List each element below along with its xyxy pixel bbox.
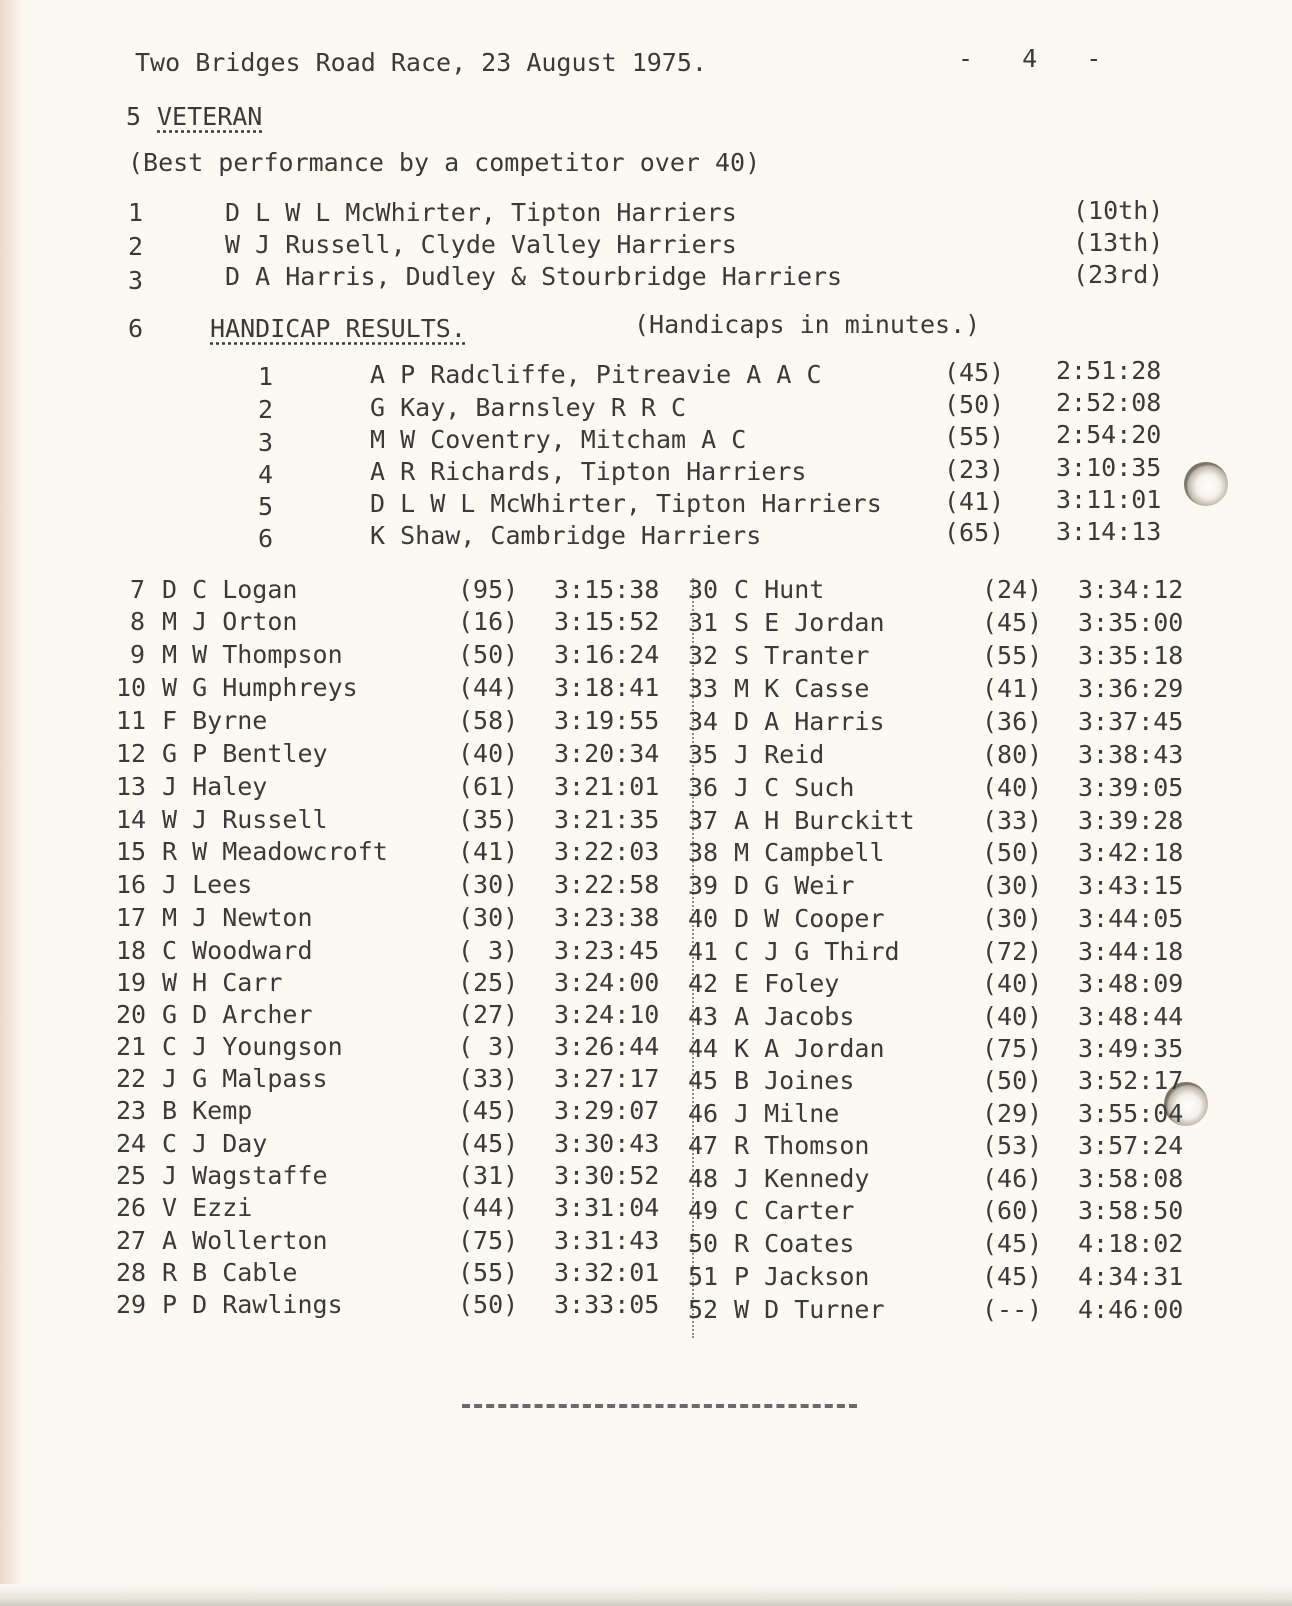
result-pos: 27 xyxy=(116,1226,147,1255)
result-time: 3:33:05 xyxy=(554,1290,660,1319)
result-name: A H Burckitt xyxy=(734,806,915,835)
result-handicap: (58) xyxy=(458,706,519,735)
result-handicap: (72) xyxy=(982,937,1043,966)
top-name: A P Radcliffe, Pitreavie A A C xyxy=(370,360,822,389)
result-name: W D Turner xyxy=(734,1295,885,1324)
result-pos: 17 xyxy=(116,903,147,932)
result-name: J Reid xyxy=(734,740,825,769)
top-name: M W Coventry, Mitcham A C xyxy=(370,425,747,454)
result-handicap: (41) xyxy=(982,674,1043,703)
result-pos: 32 xyxy=(688,641,719,670)
result-name: B Kemp xyxy=(162,1096,253,1125)
result-name: W H Carr xyxy=(162,968,283,997)
result-handicap: (--) xyxy=(982,1295,1043,1324)
result-handicap: (36) xyxy=(982,707,1043,736)
top-handicap: (23) xyxy=(944,455,1005,484)
result-handicap: (40) xyxy=(982,969,1043,998)
top-pos: 2 xyxy=(258,395,274,424)
handicap-heading: HANDICAP RESULTS. xyxy=(210,314,466,343)
veteran-place: (23rd) xyxy=(1073,260,1164,289)
result-name: E Foley xyxy=(734,969,840,998)
result-pos: 45 xyxy=(688,1066,719,1095)
result-name: A Wollerton xyxy=(162,1226,328,1255)
result-pos: 47 xyxy=(688,1131,719,1160)
result-name: M K Casse xyxy=(734,674,870,703)
result-time: 3:58:50 xyxy=(1078,1196,1184,1225)
result-name: W G Humphreys xyxy=(162,673,358,702)
result-pos: 51 xyxy=(688,1262,719,1291)
result-name: C Woodward xyxy=(162,936,313,965)
result-time: 4:18:02 xyxy=(1078,1229,1184,1258)
result-name: J C Such xyxy=(734,773,855,802)
result-time: 3:38:43 xyxy=(1078,740,1184,769)
result-time: 3:32:01 xyxy=(554,1258,660,1287)
top-name: K Shaw, Cambridge Harriers xyxy=(370,521,762,550)
result-time: 3:22:58 xyxy=(554,870,660,899)
result-pos: 9 xyxy=(130,640,146,669)
result-pos: 44 xyxy=(688,1034,719,1063)
veteran-subtitle: (Best performance by a competitor over 40) xyxy=(128,148,761,177)
result-name: R Coates xyxy=(734,1229,855,1258)
result-name: D A Harris xyxy=(734,707,885,736)
result-handicap: (50) xyxy=(458,640,519,669)
result-handicap: (33) xyxy=(982,806,1043,835)
result-time: 3:26:44 xyxy=(554,1032,660,1061)
result-name: S E Jordan xyxy=(734,608,885,637)
result-pos: 49 xyxy=(688,1196,719,1225)
result-pos: 21 xyxy=(116,1032,147,1061)
result-pos: 13 xyxy=(116,772,147,801)
result-pos: 12 xyxy=(116,739,147,768)
result-name: P D Rawlings xyxy=(162,1290,343,1319)
result-handicap: (61) xyxy=(458,772,519,801)
result-pos: 24 xyxy=(116,1129,147,1158)
result-name: W J Russell xyxy=(162,805,328,834)
result-pos: 52 xyxy=(688,1295,719,1324)
result-handicap: (27) xyxy=(458,1000,519,1029)
result-name: B Joines xyxy=(734,1066,855,1095)
result-time: 3:44:18 xyxy=(1078,937,1184,966)
result-name: C Carter xyxy=(734,1196,855,1225)
result-time: 3:18:41 xyxy=(554,673,660,702)
result-name: A Jacobs xyxy=(734,1002,855,1031)
result-name: C J G Third xyxy=(734,937,900,966)
result-pos: 39 xyxy=(688,871,719,900)
result-name: M J Newton xyxy=(162,903,313,932)
result-time: 3:30:52 xyxy=(554,1161,660,1190)
result-handicap: (30) xyxy=(982,871,1043,900)
result-name: G D Archer xyxy=(162,1000,313,1029)
result-handicap: (80) xyxy=(982,740,1043,769)
result-name: J Kennedy xyxy=(734,1164,870,1193)
result-handicap: (30) xyxy=(458,870,519,899)
result-time: 3:58:08 xyxy=(1078,1164,1184,1193)
result-time: 3:15:52 xyxy=(554,607,660,636)
veteran-heading: VETERAN xyxy=(157,102,263,131)
top-time: 2:51:28 xyxy=(1056,356,1162,385)
result-time: 3:16:24 xyxy=(554,640,660,669)
result-pos: 28 xyxy=(116,1258,147,1287)
result-handicap: (50) xyxy=(982,1066,1043,1095)
result-handicap: (30) xyxy=(458,903,519,932)
result-time: 3:49:35 xyxy=(1078,1034,1184,1063)
result-pos: 48 xyxy=(688,1164,719,1193)
result-time: 3:36:29 xyxy=(1078,674,1184,703)
result-time: 4:46:00 xyxy=(1078,1295,1184,1324)
result-pos: 22 xyxy=(116,1064,147,1093)
result-pos: 19 xyxy=(116,968,147,997)
result-handicap: (24) xyxy=(982,575,1043,604)
result-pos: 33 xyxy=(688,674,719,703)
result-handicap: (45) xyxy=(982,608,1043,637)
result-name: M J Orton xyxy=(162,607,298,636)
result-pos: 8 xyxy=(130,607,146,636)
result-time: 3:24:10 xyxy=(554,1000,660,1029)
result-handicap: (75) xyxy=(982,1034,1043,1063)
result-time: 4:34:31 xyxy=(1078,1262,1184,1291)
result-handicap: (35) xyxy=(458,805,519,834)
result-handicap: (95) xyxy=(458,575,519,604)
veteran-pos: 2 xyxy=(128,232,144,261)
result-handicap: (40) xyxy=(982,773,1043,802)
result-handicap: (25) xyxy=(458,968,519,997)
result-handicap: (45) xyxy=(982,1229,1043,1258)
result-time: 3:23:38 xyxy=(554,903,660,932)
result-handicap: (53) xyxy=(982,1131,1043,1160)
handicap-section-number: 6 xyxy=(128,314,144,343)
result-name: J G Malpass xyxy=(162,1064,328,1093)
veteran-place: (13th) xyxy=(1073,228,1164,257)
result-time: 3:23:45 xyxy=(554,936,660,965)
result-handicap: (40) xyxy=(982,1002,1043,1031)
veteran-pos: 3 xyxy=(128,266,144,295)
top-name: G Kay, Barnsley R R C xyxy=(370,393,687,422)
result-name: D W Cooper xyxy=(734,904,885,933)
top-time: 3:11:01 xyxy=(1056,485,1162,514)
result-time: 3:21:01 xyxy=(554,772,660,801)
result-handicap: (50) xyxy=(458,1290,519,1319)
result-handicap: (44) xyxy=(458,673,519,702)
top-handicap: (45) xyxy=(944,358,1005,387)
veteran-section-number: 5 xyxy=(126,102,142,131)
result-name: R Thomson xyxy=(734,1131,870,1160)
top-time: 3:14:13 xyxy=(1056,517,1162,546)
result-pos: 30 xyxy=(688,575,719,604)
result-handicap: (16) xyxy=(458,607,519,636)
page-number: - 4 - xyxy=(958,44,1102,73)
paper-edge-left xyxy=(0,0,22,1606)
result-pos: 14 xyxy=(116,805,147,834)
top-pos: 1 xyxy=(258,362,274,391)
result-pos: 36 xyxy=(688,773,719,802)
veteran-pos: 1 xyxy=(128,198,144,227)
result-handicap: (41) xyxy=(458,837,519,866)
result-handicap: (60) xyxy=(982,1196,1043,1225)
result-handicap: (75) xyxy=(458,1226,519,1255)
result-time: 3:27:17 xyxy=(554,1064,660,1093)
result-pos: 16 xyxy=(116,870,147,899)
veteran-place: (10th) xyxy=(1073,196,1164,225)
result-pos: 29 xyxy=(116,1290,147,1319)
result-pos: 18 xyxy=(116,936,147,965)
result-handicap: ( 3) xyxy=(458,936,519,965)
result-pos: 26 xyxy=(116,1193,147,1222)
top-handicap: (65) xyxy=(944,518,1005,547)
result-pos: 7 xyxy=(130,575,146,604)
paper-edge-bottom xyxy=(0,1584,1292,1606)
result-time: 3:57:24 xyxy=(1078,1131,1184,1160)
result-time: 3:34:12 xyxy=(1078,575,1184,604)
result-handicap: (29) xyxy=(982,1099,1043,1128)
result-pos: 10 xyxy=(116,673,147,702)
veteran-name: D L W L McWhirter, Tipton Harriers xyxy=(225,198,737,227)
result-pos: 41 xyxy=(688,937,719,966)
result-time: 3:55:04 xyxy=(1078,1099,1184,1128)
result-name: J Haley xyxy=(162,772,268,801)
result-handicap: (40) xyxy=(458,739,519,768)
result-pos: 25 xyxy=(116,1161,147,1190)
top-time: 2:54:20 xyxy=(1056,420,1162,449)
top-handicap: (55) xyxy=(944,422,1005,451)
result-time: 3:48:09 xyxy=(1078,969,1184,998)
result-name: S Tranter xyxy=(734,641,870,670)
result-time: 3:37:45 xyxy=(1078,707,1184,736)
result-pos: 34 xyxy=(688,707,719,736)
top-pos: 6 xyxy=(258,524,274,553)
result-time: 3:35:18 xyxy=(1078,641,1184,670)
result-name: C J Day xyxy=(162,1129,268,1158)
top-time: 3:10:35 xyxy=(1056,453,1162,482)
result-time: 3:43:15 xyxy=(1078,871,1184,900)
veteran-name: D A Harris, Dudley & Stourbridge Harriers xyxy=(225,262,843,291)
top-name: D L W L McWhirter, Tipton Harriers xyxy=(370,489,882,518)
document-title: Two Bridges Road Race, 23 August 1975. xyxy=(135,48,707,77)
result-handicap: (45) xyxy=(458,1096,519,1125)
result-pos: 43 xyxy=(688,1002,719,1031)
result-name: J Wagstaffe xyxy=(162,1161,328,1190)
result-name: D C Logan xyxy=(162,575,298,604)
result-handicap: (33) xyxy=(458,1064,519,1093)
result-name: R B Cable xyxy=(162,1258,298,1287)
top-name: A R Richards, Tipton Harriers xyxy=(370,457,807,486)
result-pos: 20 xyxy=(116,1000,147,1029)
result-name: K A Jordan xyxy=(734,1034,885,1063)
top-pos: 3 xyxy=(258,428,274,457)
result-handicap: (30) xyxy=(982,904,1043,933)
result-time: 3:31:43 xyxy=(554,1226,660,1255)
result-pos: 11 xyxy=(116,706,147,735)
end-separator xyxy=(462,1404,857,1408)
result-pos: 31 xyxy=(688,608,719,637)
result-time: 3:31:04 xyxy=(554,1193,660,1222)
result-time: 3:24:00 xyxy=(554,968,660,997)
result-time: 3:42:18 xyxy=(1078,838,1184,867)
result-handicap: ( 3) xyxy=(458,1032,519,1061)
result-handicap: (44) xyxy=(458,1193,519,1222)
result-handicap: (45) xyxy=(458,1129,519,1158)
result-time: 3:29:07 xyxy=(554,1096,660,1125)
handicap-note: (Handicaps in minutes.) xyxy=(634,310,981,339)
result-time: 3:52:17 xyxy=(1078,1066,1184,1095)
result-time: 3:48:44 xyxy=(1078,1002,1184,1031)
result-name: J Milne xyxy=(734,1099,840,1128)
result-name: F Byrne xyxy=(162,706,268,735)
top-pos: 5 xyxy=(258,492,274,521)
result-handicap: (55) xyxy=(458,1258,519,1287)
result-name: C Hunt xyxy=(734,575,825,604)
top-handicap: (41) xyxy=(944,487,1005,516)
result-pos: 35 xyxy=(688,740,719,769)
result-name: P Jackson xyxy=(734,1262,870,1291)
result-time: 3:19:55 xyxy=(554,706,660,735)
result-name: M Campbell xyxy=(734,838,885,867)
result-pos: 42 xyxy=(688,969,719,998)
result-name: V Ezzi xyxy=(162,1193,253,1222)
result-pos: 15 xyxy=(116,837,147,866)
result-name: J Lees xyxy=(162,870,253,899)
result-handicap: (55) xyxy=(982,641,1043,670)
result-time: 3:30:43 xyxy=(554,1129,660,1158)
top-pos: 4 xyxy=(258,460,274,489)
result-time: 3:35:00 xyxy=(1078,608,1184,637)
result-name: G P Bentley xyxy=(162,739,328,768)
result-time: 3:44:05 xyxy=(1078,904,1184,933)
punch-hole-top xyxy=(1184,462,1228,506)
result-handicap: (46) xyxy=(982,1164,1043,1193)
result-name: D G Weir xyxy=(734,871,855,900)
result-time: 3:15:38 xyxy=(554,575,660,604)
result-time: 3:21:35 xyxy=(554,805,660,834)
result-name: M W Thompson xyxy=(162,640,343,669)
result-handicap: (45) xyxy=(982,1262,1043,1291)
top-time: 2:52:08 xyxy=(1056,388,1162,417)
result-pos: 50 xyxy=(688,1229,719,1258)
result-time: 3:39:28 xyxy=(1078,806,1184,835)
result-time: 3:39:05 xyxy=(1078,773,1184,802)
result-pos: 38 xyxy=(688,838,719,867)
result-pos: 37 xyxy=(688,806,719,835)
result-pos: 40 xyxy=(688,904,719,933)
result-time: 3:22:03 xyxy=(554,837,660,866)
result-pos: 23 xyxy=(116,1096,147,1125)
result-name: R W Meadowcroft xyxy=(162,837,388,866)
result-time: 3:20:34 xyxy=(554,739,660,768)
result-pos: 46 xyxy=(688,1099,719,1128)
result-handicap: (50) xyxy=(982,838,1043,867)
veteran-name: W J Russell, Clyde Valley Harriers xyxy=(225,230,737,259)
top-handicap: (50) xyxy=(944,390,1005,419)
result-name: C J Youngson xyxy=(162,1032,343,1061)
result-handicap: (31) xyxy=(458,1161,519,1190)
